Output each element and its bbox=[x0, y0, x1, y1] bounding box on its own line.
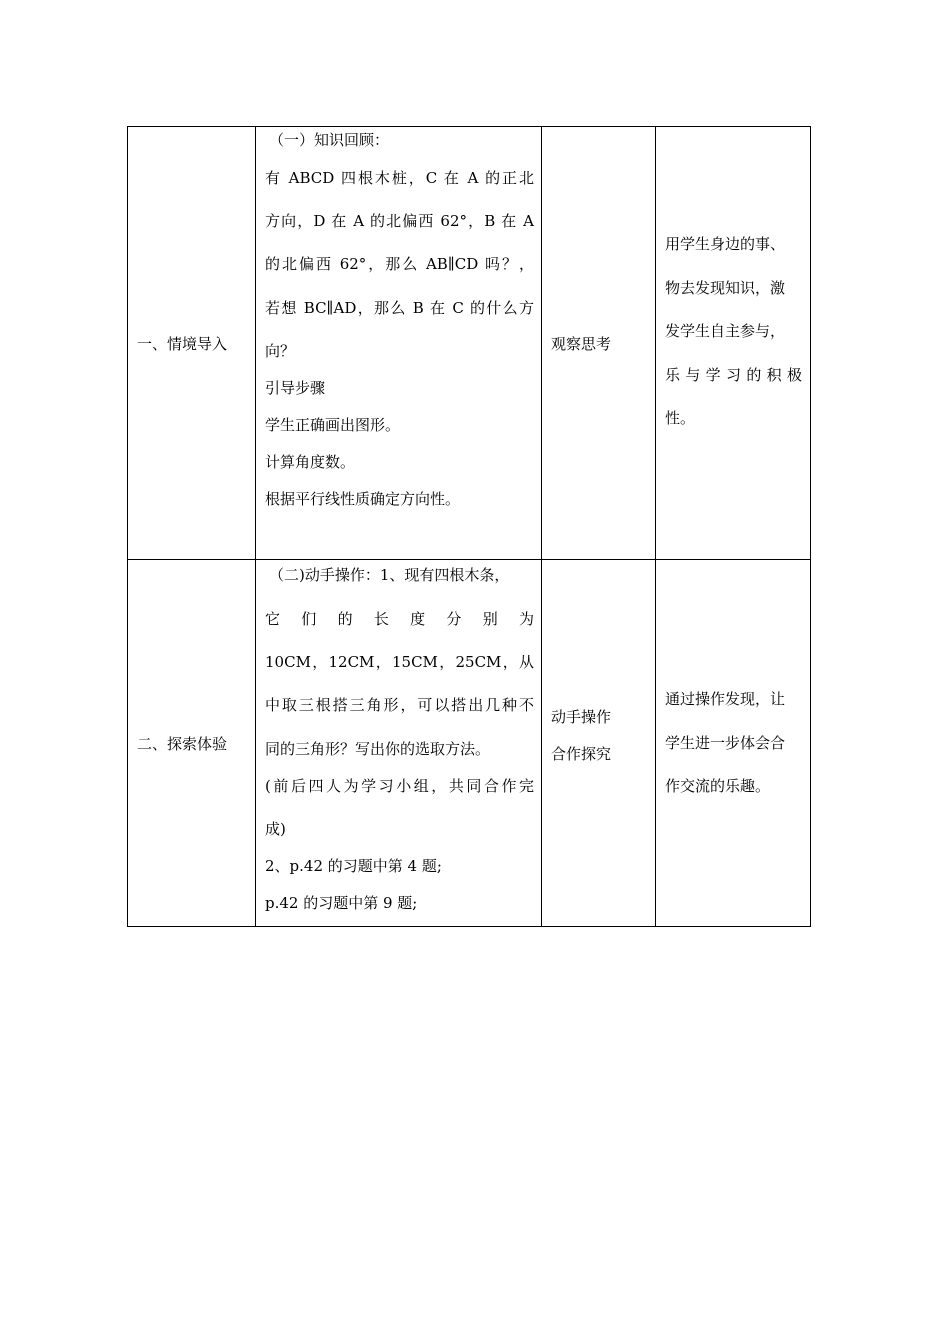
step-line: 根据平行线性质确定方向性。 bbox=[265, 490, 461, 508]
content-line: 成) bbox=[265, 820, 286, 838]
stage-label: 二、探索体验 bbox=[137, 734, 228, 753]
lesson-plan-table bbox=[127, 126, 811, 927]
table-row bbox=[128, 560, 811, 927]
purpose-line: 物去发现知识，激 bbox=[665, 279, 786, 297]
purpose-line: 作交流的乐趣。 bbox=[665, 777, 771, 795]
stage-label: 一、情境导入 bbox=[137, 334, 228, 353]
content-line: 若想 BC∥AD，那么 B 在 C 的什么方 bbox=[265, 299, 534, 317]
method-cell bbox=[542, 560, 656, 927]
method-label: 动手操作 bbox=[551, 708, 612, 726]
purpose-line: 发学生自主参与， bbox=[665, 322, 786, 340]
purpose-cell bbox=[656, 560, 811, 927]
purpose-line: 用学生身边的事、 bbox=[665, 235, 786, 253]
content-line: （二)动手操作：1、现有四根木条， bbox=[269, 566, 510, 584]
content-line: 它 们 的 长 度 分 别 为 bbox=[265, 610, 534, 628]
content-line: p.42 的习题中第 9 题; bbox=[265, 894, 418, 912]
step-line: 学生正确画出图形。 bbox=[265, 416, 401, 434]
purpose-line: 学生进一步体会合 bbox=[665, 734, 786, 752]
purpose-line: 乐与学习的积极 bbox=[665, 366, 802, 384]
table-row bbox=[128, 127, 811, 560]
method-label: 合作探究 bbox=[551, 745, 612, 763]
content-cell bbox=[256, 560, 542, 927]
method-label: 观察思考 bbox=[551, 334, 612, 353]
content-line: 的北偏西 62°，那么 AB∥CD 吗？， bbox=[265, 255, 534, 273]
content-cell bbox=[256, 127, 542, 560]
stage-cell bbox=[128, 127, 256, 560]
purpose-line: 性。 bbox=[665, 409, 696, 427]
content-line: 方向，D 在 A 的北偏西 62°，B 在 A bbox=[265, 212, 534, 230]
section-heading: （一）知识回顾： bbox=[269, 131, 390, 149]
content-line: 中取三根搭三角形，可以搭出几种不 bbox=[265, 696, 534, 714]
purpose-cell bbox=[656, 127, 811, 560]
content-line: 有 ABCD 四根木桩，C 在 A 的正北 bbox=[265, 169, 534, 187]
content-line: 同的三角形？写出你的选取方法。 bbox=[265, 740, 491, 758]
stage-cell bbox=[128, 560, 256, 927]
step-line: 计算角度数。 bbox=[265, 453, 356, 471]
content-line: (前后四人为学习小组，共同合作完 bbox=[265, 777, 534, 795]
content-line: 向？ bbox=[265, 342, 296, 360]
step-line: 引导步骤 bbox=[265, 379, 326, 397]
content-line: 10CM，12CM，15CM，25CM，从 bbox=[265, 653, 534, 671]
content-line: 2、p.42 的习题中第 4 题; bbox=[265, 857, 442, 875]
purpose-line: 通过操作发现，让 bbox=[665, 690, 786, 708]
method-cell bbox=[542, 127, 656, 560]
